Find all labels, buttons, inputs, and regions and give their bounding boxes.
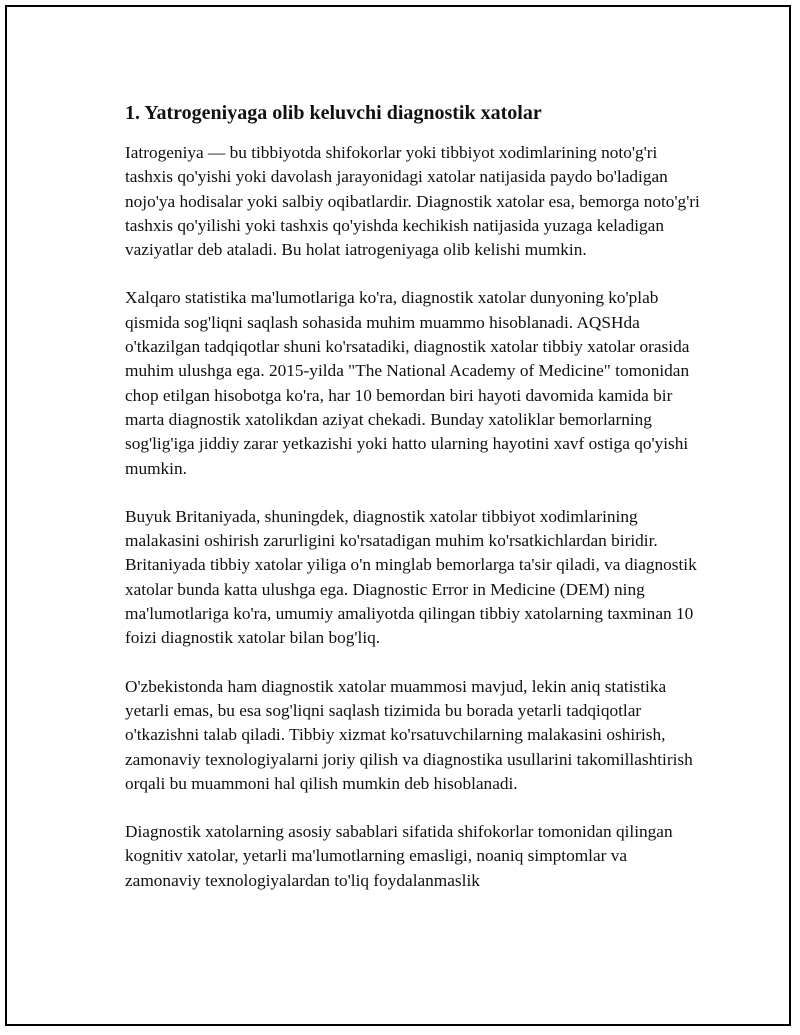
section-heading: 1. Yatrogeniyaga olib keluvchi diagnostik xatolar [125,102,542,124]
paragraph-iatrogeny-definition: Iatrogeniya — bu tibbiyotda shifokorlar yoki tibbiyot xodimlarining noto'g'ri tashxis qo'yishi yoki davolash jarayonidagi xatolar natijasida paydo bo'ladigan nojo'ya hodisalar yoki salbiy oqibatlardir. Diagnostik xatolar esa, bemorga noto'g'ri tashxis qo'yilishi yoki tashxis qo'yishda kechikish natijasida yuzaga keladigan vaziyatlar deb ataladi. Bu holat iatrogeniyaga olib kelishi mumkin. [125,143,700,260]
paragraph-international-statistics: Xalqaro statistika ma'lumotlariga ko'ra, diagnostik xatolar dunyoning ko'plab qismida sog'liqni saqlash sohasida muhim muammo hisoblanadi. AQSHda o'tkazilgan tadqiqotlar shuni ko'rsatadiki, diagnostik xatolar tibbiy xatolar orasida muhim ulushga ega. 2015-yilda "The National Academy of Medicine" tomonidan chop etilgan hisobotga ko'ra, har 10 bemordan biri hayoti davomida kamida bir marta diagnostik xatolikdan aziyat chekadi. Bunday xatoliklar bemorlarning sog'lig'iga jiddiy zarar yetkazishi yoki hatto ularning hayotini xavf ostiga qo'yishi mumkin. [125,288,690,478]
document-body [125,100,700,917]
page-frame [5,5,791,1026]
paragraph-uzbekistan: O'zbekistonda ham diagnostik xatolar muammosi mavjud, lekin aniq statistika yetarli emas, bu esa sog'liqni saqlash tizimida bu borada yetarli tadqiqotlar o'tkazishni talab qiladi. Tibbiy xizmat ko'rsatuvchilarning malakasini oshirish, zamonaviy texnologiyalarni joriy qilish va diagnostika usullarini takomillashtirish orqali bu muammoni hal qilish mumkin deb hisoblanadi. [125,676,693,793]
paragraph-main-causes: Diagnostik xatolarning asosiy sabablari sifatida shifokorlar tomonidan qilingan kognitiv xatolar, yetarli ma'lumotlarning emasligi, noaniq simptomlar va zamonaviy texnologiyalardan to'liq foydalanmaslik [125,822,673,890]
paragraph-great-britain: Buyuk Britaniyada, shuningdek, diagnostik xatolar tibbiyot xodimlarining malakasini oshirish zarurligini ko'rsatadigan muhim ko'rsatkichlardan biridir. Britaniyada tibbiy xatolar yiliga o'n minglab bemorlarga ta'sir qiladi, va diagnostik xatolar bunda katta ulushga ega. Diagnostic Error in Medicine (DEM) ning ma'lumotlariga ko'ra, umumiy amaliyotda qilingan tibbiy xatolarning taxminan 10 foizi diagnostik xatolar bilan bog'liq. [125,506,697,648]
